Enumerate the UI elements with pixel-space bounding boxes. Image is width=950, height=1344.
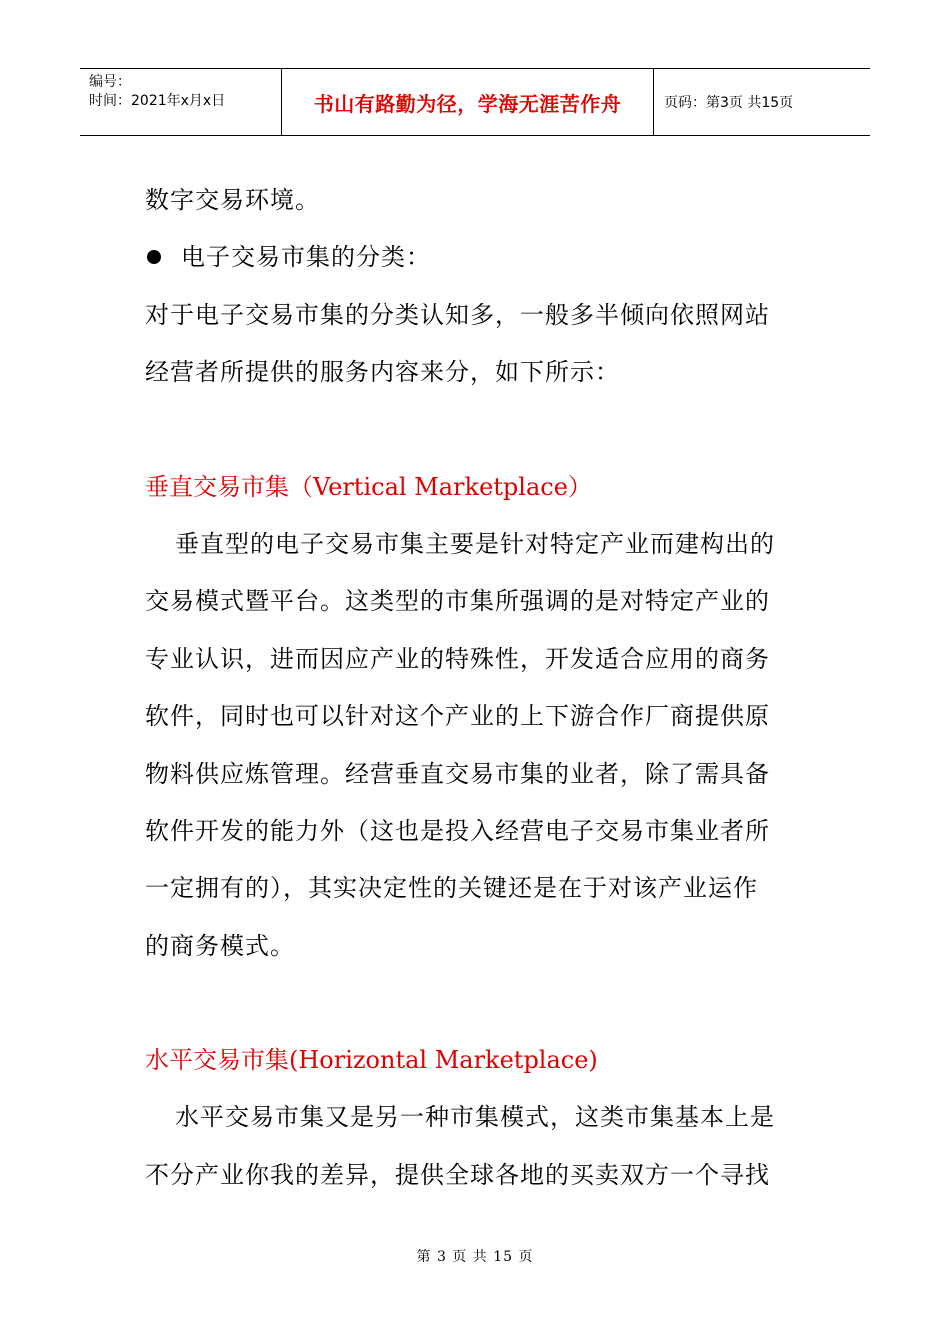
bullet-dot-icon [147, 250, 161, 264]
paragraph-line: 经营者所提供的服务内容来分，如下所示： [145, 358, 620, 387]
paragraph-line: 专业认识，进而因应产业的特殊性，开发适合应用的商务 [145, 644, 770, 673]
paragraph-line: 数字交易环境。 [145, 186, 320, 214]
paragraph-line: 不分产业你我的差异，提供全球各地的买卖双方一个寻找 [145, 1160, 770, 1189]
paragraph-line: 一定拥有的），其实决定性的关键还是在于对该产业运作 [145, 874, 758, 903]
paragraph-line: 对于电子交易市集的分类认知多，一般多半倾向依照网站 [145, 300, 770, 329]
paragraph-line: 垂直型的电子交易市集主要是针对特定产业而建构出的 [175, 529, 775, 558]
paragraph-line: 物料供应炼管理。经营垂直交易市集的业者，除了需具备 [145, 759, 770, 788]
document-header [80, 68, 870, 136]
document-body [145, 172, 815, 1204]
paragraph-line: 交易模式暨平台。这类型的市集所强调的是对特定产业的 [145, 587, 770, 616]
section-heading-horizontal: 水平交易市集(Horizontal Marketplace) [145, 1046, 598, 1075]
header-meta-cell [80, 69, 281, 135]
header-page-info: 页码：第3页 共15页 [664, 95, 794, 111]
page-footer: 第 3 页 共 15 页 [416, 1249, 534, 1265]
paragraph-line: 的商务模式。 [145, 931, 295, 960]
paragraph-line: 水平交易市集又是另一种市集模式，这类市集基本上是 [175, 1103, 775, 1132]
bullet-item [145, 229, 815, 286]
paragraph-line: 软件，同时也可以针对这个产业的上下游合作厂商提供原 [145, 702, 770, 731]
paragraph-line: 软件开发的能力外（这也是投入经营电子交易市集业者所 [145, 816, 770, 845]
section-heading-vertical: 垂直交易市集（Vertical Marketplace） [145, 472, 592, 501]
bullet-text: 电子交易市集的分类： [181, 243, 431, 272]
header-motto: 书山有路勤为径，学海无涯苦作舟 [281, 69, 654, 135]
number-label: 编号： [89, 74, 131, 90]
date-label: 时间：2021年x月x日 [89, 93, 226, 109]
